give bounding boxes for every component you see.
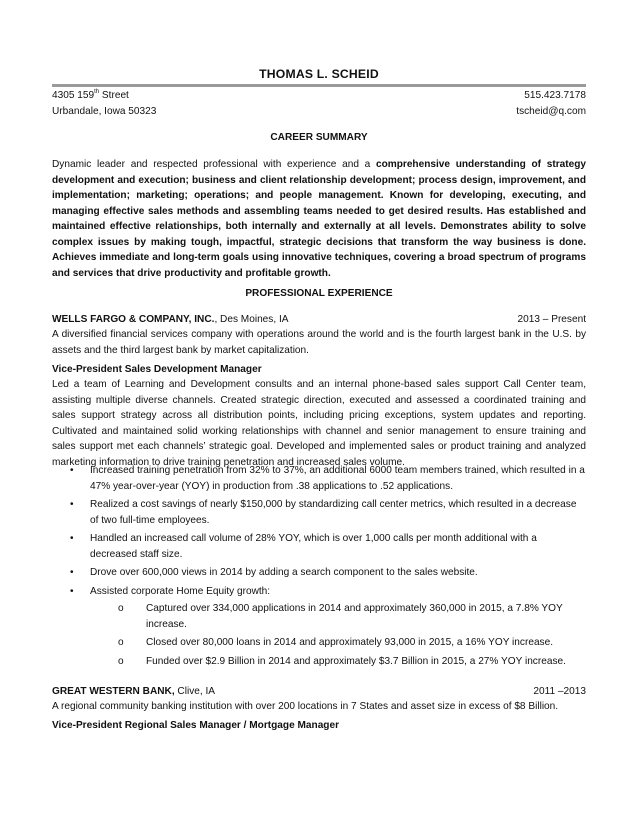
bullet-icon: • xyxy=(70,585,74,597)
address-row-1 xyxy=(52,88,586,104)
phone-number: 515.423.7178 xyxy=(524,90,586,101)
company-name: GREAT WESTERN BANK, xyxy=(52,686,175,697)
job-title: Vice-President Sales Development Manager xyxy=(52,364,262,375)
company-description: A diversified financial services company with operations around the world and is the fourth largest bank in the U.S. by assets and the third largest bank by market capitalization. xyxy=(52,329,586,356)
list-item: • Increased training penetration from 32% to 37%, an additional 6000 team members trained, which resulted in a 47% year-over-year (YOY) in production from .38 applications to .52 applications. xyxy=(70,465,585,492)
city-state-zip: Urbandale, Iowa 50323 xyxy=(52,106,157,117)
career-summary-text: Dynamic leader and respected professional with experience and a comprehensive understanding of strategy development and execution; business and client relationship development; process design, improvement, and implementation; marketing; operations; and people management. Known for developing, executing, and managing effective sales methods and assembling teams needed to get desired results. Has established and maintained effective relationships, both internally and externally at all levels. Demonstrates ability to solve complex issues by making tough, impactful, strategic decisions that transform the way business is done. Achieves immediate and long-term goals using innovative techniques, covering a broad spectrum of programs and services that drive productivity and profitable growth. xyxy=(52,159,586,279)
job-dates: 2011 –2013 xyxy=(533,686,586,697)
sub-bullet-icon: o xyxy=(118,637,124,648)
list-item: o Closed over 80,000 loans in 2014 and approximately 93,000 in 2015, a 16% YOY increase. xyxy=(118,635,586,651)
job-dates: 2013 – Present xyxy=(517,314,586,325)
bullet-icon: • xyxy=(70,533,74,544)
bullet-icon: • xyxy=(70,499,74,510)
list-item: • Realized a cost savings of nearly $150,000 by standardizing call center metrics, which resulted in a decrease of two full-time employees. xyxy=(70,499,577,526)
achievement-list xyxy=(52,463,586,672)
professional-experience-heading: PROFESSIONAL EXPERIENCE xyxy=(245,288,393,299)
company-location: Clive, IA xyxy=(174,686,216,697)
job-summary: Led a team of Learning and Development consults and an internal phone-based sales support Call Center team, assisting multiple diverse channels. Created strategic direction, executed and assessed a coordinated training and sales support strategy across all distribution points, including pricing exceptions, system updates and reporting. Cultivated and maintained solid working relationships with channel and senior management to ensure training and sales support met each channels’ strategic goal. Developed and implemented sales or product training and analyzed marketing information to drive training penetration and increased sales volume. xyxy=(52,379,586,468)
sub-bullet-icon: o xyxy=(118,603,124,614)
list-item: • Handled an increased call volume of 28% YOY, which is over 1,000 calls per month additional with a decreased staff size. xyxy=(70,533,537,560)
company-location: , Des Moines, IA xyxy=(214,314,289,325)
sub-achievement-list xyxy=(90,601,586,669)
job-header-wells-fargo xyxy=(52,312,586,328)
header-divider xyxy=(52,84,586,87)
email-address: tscheid@q.com xyxy=(516,106,586,117)
bullet-icon: • xyxy=(70,465,74,476)
company-description: A regional community banking institution with over 200 locations in 7 States and asset size in excess of $8 Billion. xyxy=(52,701,559,712)
street-address: 4305 159th Street xyxy=(52,88,129,101)
list-item: • Assisted corporate Home Equity growth: o Captured over 334,000 applications in 2014 and approximately 360,000 in 2015, a 7.8% YOY increase. o Closed over 80,000 loans in 2014 and approximately 93,000 in 2015, a 16% YOY increase. o Funded over $2.9 Billion in 2014 and approximately $3.7 Billion in 2015, a 27% YOY increase. xyxy=(52,584,586,670)
list-item: o Funded over $2.9 Billion in 2014 and approximately $3.7 Billion in 2015, a 27% YOY increase. xyxy=(118,654,586,670)
list-item: o Captured over 334,000 applications in 2014 and approximately 360,000 in 2015, a 7.8% YOY increase. xyxy=(118,603,563,630)
company-name: WELLS FARGO & COMPANY, INC. xyxy=(52,314,215,325)
sub-bullet-icon: o xyxy=(118,655,124,667)
candidate-name: THOMAS L. SCHEID xyxy=(259,67,379,81)
list-item: • Drove over 600,000 views in 2014 by adding a search component to the sales website. xyxy=(52,565,586,581)
job-header-great-western xyxy=(52,684,586,700)
address-row-2 xyxy=(52,104,586,120)
bullet-icon: • xyxy=(70,567,74,578)
career-summary-heading: CAREER SUMMARY xyxy=(270,132,368,143)
job-title: Vice-President Regional Sales Manager / Mortgage Manager xyxy=(52,720,340,731)
